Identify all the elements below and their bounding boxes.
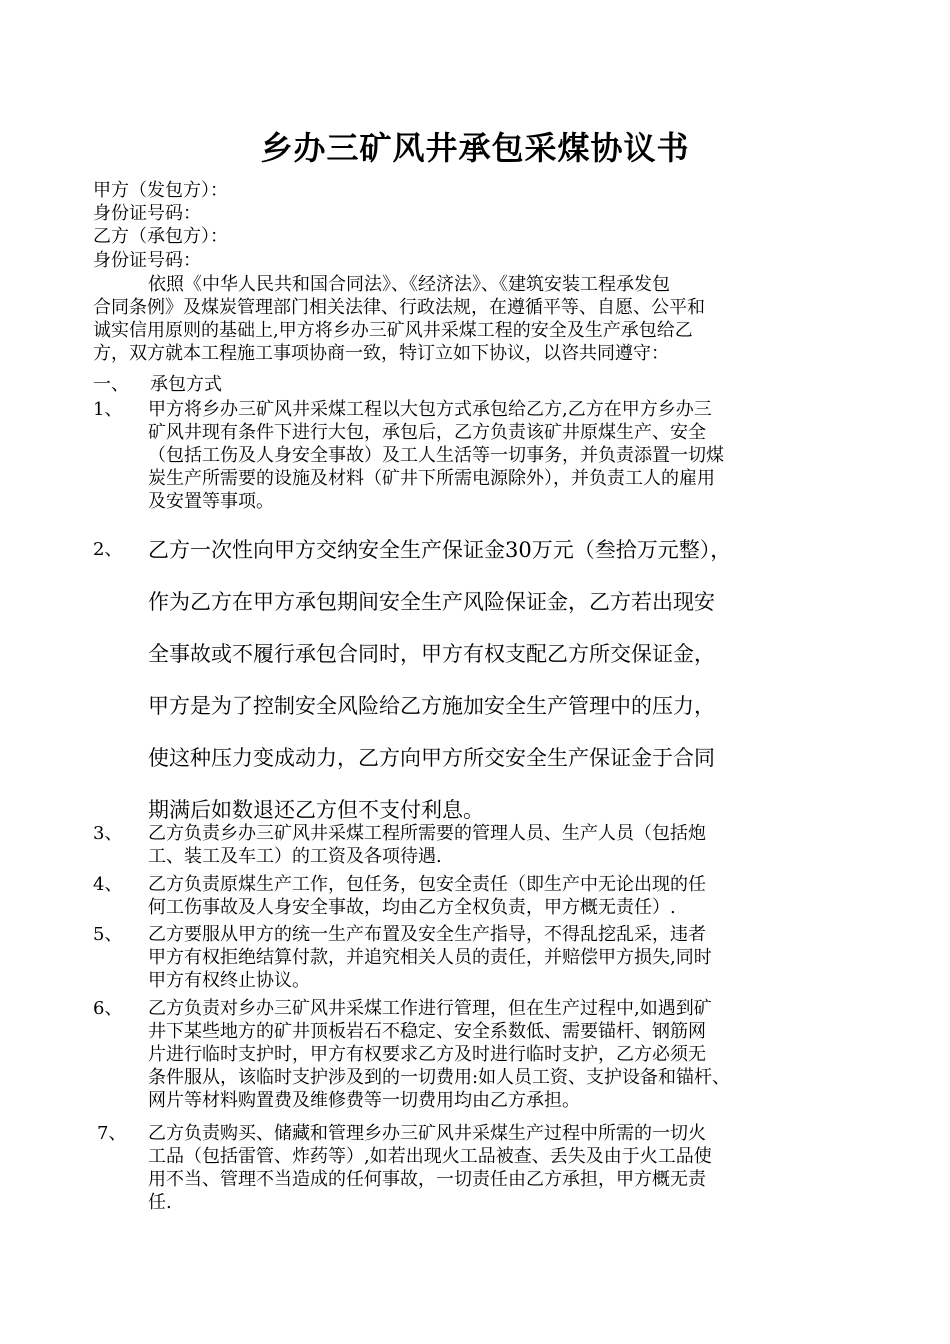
clause-line: 炭生产所需要的设施及材料（矿井下所需电源除外），并负责工人的雇用 bbox=[148, 468, 715, 489]
clause-line: 用不当、管理不当造成的任何事故，一切责任由乙方承担，甲方概无责 bbox=[148, 1169, 706, 1190]
clause-line: 乙方一次性向甲方交纳安全生产保证金30万元（叁拾万元整）， bbox=[148, 538, 732, 562]
clause-line: 条件服从，该临时支护涉及到的一切费用:如人员工资、支护设备和锚杆、 bbox=[148, 1067, 731, 1088]
clause-number: 3、 bbox=[93, 823, 123, 844]
section-number: 一、 bbox=[93, 374, 129, 395]
clause-line: 及安置等事项。 bbox=[148, 491, 274, 512]
clause-line: 片进行临时支护时，甲方有权要求乙方及时进行临时支护，乙方必须无 bbox=[148, 1044, 706, 1065]
intro-line: 诚实信用原则的基础上,甲方将乡办三矿风井采煤工程的安全及生产承包给乙 bbox=[93, 320, 693, 341]
clause-number: 2、 bbox=[93, 539, 123, 560]
clause-line: 网片等材料购置费及维修费等一切费用均由乙方承担。 bbox=[148, 1090, 580, 1111]
clause-line: 使这种压力变成动力，乙方向甲方所交安全生产保证金于合同 bbox=[148, 746, 715, 770]
party-a-label: 甲方（发包方）： bbox=[93, 180, 228, 201]
clause-number: 7、 bbox=[97, 1123, 127, 1144]
clause-line: 何工伤事故及人身安全事故，均由乙方全权负责，甲方概无责任）. bbox=[148, 897, 676, 918]
intro-line: 依照《中华人民共和国合同法》、《经济法》、《建筑安装工程承发包 bbox=[148, 274, 670, 295]
intro-line: 方，双方就本工程施工事项协商一致，特订立如下协议，以咨共同遵守： bbox=[93, 343, 669, 364]
clause-line: 期满后如数退还乙方但不支付利息。 bbox=[148, 798, 484, 822]
clause-number: 6、 bbox=[93, 998, 123, 1019]
section-title: 承包方式 bbox=[150, 374, 222, 395]
clause-line: 工、装工及车工）的工资及各项待遇. bbox=[148, 846, 442, 867]
clause-line: 甲方有权终止协议。 bbox=[148, 970, 310, 991]
clause-number: 1、 bbox=[93, 399, 123, 420]
party-b-id-label: 身份证号码： bbox=[93, 250, 201, 271]
clause-line: 乙方要服从甲方的统一生产布置及安全生产指导，不得乱挖乱采，违者 bbox=[148, 924, 706, 945]
intro-paragraph bbox=[93, 273, 861, 365]
clause-line: 全事故或不履行承包合同时，甲方有权支配乙方所交保证金， bbox=[148, 642, 715, 666]
clause-line: 矿风井现有条件下进行大包，承包后，乙方负责该矿井原煤生产、安全 bbox=[148, 422, 706, 443]
clause-line: 乙方负责对乡办三矿风井采煤工作进行管理，但在生产过程中,如遇到矿 bbox=[148, 998, 712, 1019]
clause-line: （包括工伤及人身安全事故）及工人生活等一切事务，并负责添置一切煤 bbox=[148, 445, 724, 466]
clause-line: 乙方负责乡办三矿风井采煤工程所需要的管理人员、生产人员（包括炮 bbox=[148, 823, 706, 844]
clause-number: 5、 bbox=[93, 924, 123, 945]
clause-line: 乙方负责原煤生产工作，包任务，包安全责任（即生产中无论出现的任 bbox=[148, 874, 706, 895]
document-title: 乡办三矿风井承包采煤协议书 bbox=[260, 129, 690, 167]
clause-number: 4、 bbox=[93, 874, 123, 895]
party-b-label: 乙方（承包方）： bbox=[93, 226, 228, 247]
clause-line: 甲方是为了控制安全风险给乙方施加安全生产管理中的压力， bbox=[148, 694, 715, 718]
intro-line: 合同条例》及煤炭管理部门相关法律、行政法规，在遵循平等、自愿、公平和 bbox=[93, 297, 705, 318]
clause-line: 工品（包括雷管、炸药等）,如若出现火工品被查、丢失及由于火工品使 bbox=[148, 1146, 712, 1167]
party-a-id-label: 身份证号码： bbox=[93, 203, 201, 224]
clause-line: 乙方负责购买、储藏和管理乡办三矿风井采煤生产过程中所需的一切火 bbox=[148, 1123, 706, 1144]
clause-line: 井下某些地方的矿井顶板岩石不稳定、安全系数低、需要锚杆、钢筋网 bbox=[148, 1021, 706, 1042]
clause-line: 甲方有权拒绝结算付款，并追究相关人员的责任，并赔偿甲方损失,同时 bbox=[148, 947, 712, 968]
clause-line: 作为乙方在甲方承包期间安全生产风险保证金，乙方若出现安 bbox=[148, 590, 715, 614]
clause-line: 任. bbox=[148, 1192, 172, 1213]
section-heading bbox=[93, 374, 222, 396]
clause-line: 甲方将乡办三矿风井采煤工程以大包方式承包给乙方,乙方在甲方乡办三 bbox=[148, 399, 712, 420]
